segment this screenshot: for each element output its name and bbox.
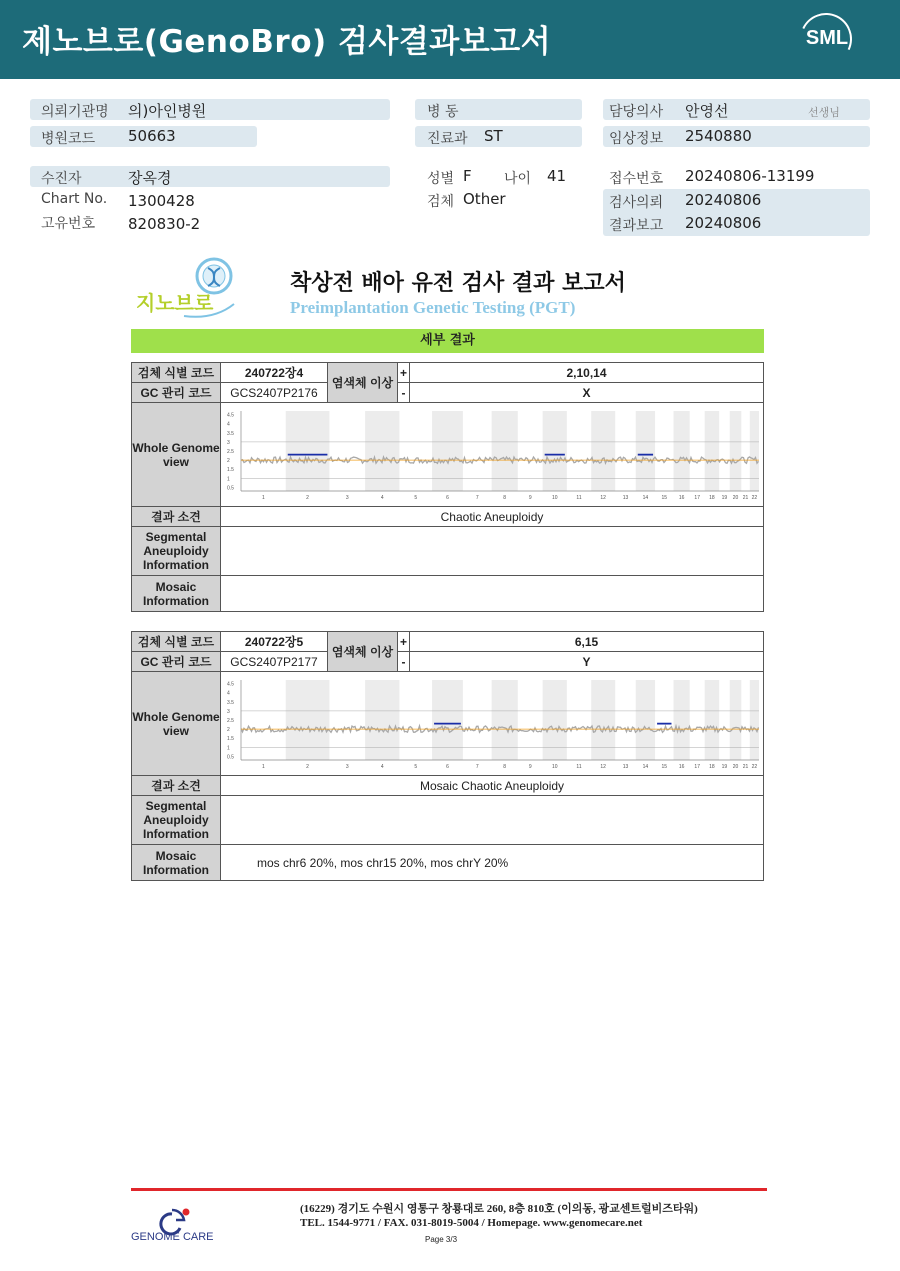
- x-tick-label: 15: [661, 495, 668, 501]
- chromosome-band: [673, 411, 689, 491]
- chromosome-band: [432, 680, 463, 760]
- ward-label: 병 동: [427, 104, 459, 120]
- wgv-label: Whole Genome view: [132, 403, 221, 507]
- patient-label: 수진자: [41, 171, 82, 187]
- wgv-label: Whole Genome view: [132, 672, 221, 776]
- gain-chromosomes: 2,10,14: [410, 363, 764, 383]
- x-tick-label: 7: [475, 495, 479, 501]
- footer-address-block: [300, 1202, 698, 1230]
- x-tick-label: 1: [261, 495, 265, 501]
- x-tick-label: 17: [694, 764, 700, 770]
- y-tick-label: 2.5: [227, 718, 234, 724]
- chromosome-band: [543, 680, 567, 760]
- doctor-suffix: 선생님: [808, 106, 840, 119]
- x-tick-label: 18: [709, 495, 715, 501]
- chromosome-band: [492, 411, 518, 491]
- x-tick-label: 20: [732, 495, 739, 501]
- sample-table: [131, 362, 764, 612]
- x-tick-label: 14: [642, 764, 649, 770]
- id-value: 820830-2: [128, 215, 201, 233]
- genome-care-text: GENOME CARE: [131, 1231, 214, 1243]
- id-label: 고유번호: [41, 216, 96, 232]
- x-tick-label: 2: [306, 495, 309, 501]
- x-tick-label: 14: [642, 495, 649, 501]
- specimen-label: 검체: [427, 194, 455, 210]
- sex-label: 성별: [427, 171, 455, 187]
- clinical-label: 임상정보: [609, 131, 664, 147]
- sample-table: [131, 631, 764, 881]
- y-tick-label: 3: [227, 439, 230, 446]
- x-tick-label: 20: [732, 764, 739, 770]
- sample-code-label: 검체 식별 코드: [132, 632, 221, 652]
- loss-chromosomes: Y: [410, 652, 764, 672]
- x-tick-label: 4: [380, 764, 384, 770]
- genome-care-logo: [128, 1200, 228, 1244]
- chromosome-band: [365, 680, 399, 760]
- whole-genome-plot: [225, 674, 759, 770]
- y-tick-label: 1.5: [227, 467, 234, 474]
- hospital-code-value: 50663: [128, 127, 176, 145]
- segmental-value: [221, 527, 764, 576]
- x-tick-label: 16: [678, 764, 685, 770]
- chromosome-band: [750, 411, 759, 491]
- x-tick-label: 6: [446, 495, 449, 501]
- report-subtitle: Preimplantation Genetic Testing (PGT): [290, 298, 576, 317]
- y-tick-label: 4: [227, 421, 230, 428]
- page-title: 제노브로(GenoBro) 검사결과보고서: [22, 24, 552, 60]
- finding-value: Chaotic Aneuploidy: [221, 507, 764, 527]
- gain-chromosomes: 6,15: [410, 632, 764, 652]
- x-tick-label: 17: [694, 495, 700, 501]
- x-tick-label: 12: [600, 764, 606, 770]
- chromosome-band: [492, 680, 518, 760]
- request-value: 20240806: [685, 191, 762, 209]
- chromosome-band: [432, 411, 463, 491]
- sample-code-value: 240722장5: [221, 632, 328, 652]
- x-tick-label: 8: [503, 764, 507, 770]
- chromosome-band: [673, 680, 689, 760]
- y-tick-label: 2.5: [227, 449, 234, 455]
- y-tick-label: 3: [227, 708, 230, 715]
- finding-value: Mosaic Chaotic Aneuploidy: [221, 776, 764, 796]
- gc-code-label: GC 관리 코드: [132, 652, 221, 672]
- x-tick-label: 11: [576, 495, 582, 501]
- y-tick-label: 0.5: [227, 754, 234, 761]
- minus-sign: -: [398, 383, 410, 403]
- chromosome-band: [636, 411, 655, 491]
- patient-value: 장옥경: [128, 169, 172, 187]
- age-value: 41: [547, 167, 567, 185]
- x-tick-label: 10: [551, 495, 558, 501]
- institution-value: 의)아인병원: [128, 102, 207, 120]
- receipt-label: 접수번호: [609, 171, 664, 187]
- segmental-value: [221, 796, 764, 845]
- specimen-value: Other: [463, 190, 506, 208]
- x-tick-label: 22: [751, 764, 758, 770]
- x-tick-label: 22: [751, 495, 758, 501]
- doctor-value: 안영선: [685, 102, 729, 120]
- sml-logo: [800, 13, 852, 65]
- report-value: 20240806: [685, 214, 762, 232]
- x-tick-label: 12: [600, 495, 606, 501]
- x-tick-label: 15: [661, 764, 668, 770]
- x-tick-label: 10: [551, 764, 558, 770]
- mosaic-label: Mosaic Information: [132, 576, 221, 612]
- footer-contact: TEL. 1544-9771 / FAX. 031-8019-5004 / Homepage. www.genomecare.net: [300, 1217, 643, 1229]
- minus-sign: -: [398, 652, 410, 672]
- chromosome-band: [365, 411, 399, 491]
- x-tick-label: 8: [503, 495, 507, 501]
- y-tick-label: 3.5: [227, 699, 234, 706]
- footer-divider: [131, 1188, 767, 1191]
- x-tick-label: 4: [380, 495, 384, 501]
- gc-code-value: GCS2407P2176: [221, 383, 328, 403]
- request-label: 검사의뢰: [609, 195, 664, 211]
- chromosome-band: [286, 680, 330, 760]
- report-title: 착상전 배아 유전 검사 결과 보고서: [290, 271, 626, 296]
- x-tick-label: 9: [528, 495, 532, 501]
- page-number: Page 3/3: [425, 1235, 458, 1244]
- x-tick-label: 2: [306, 764, 309, 770]
- x-tick-label: 18: [709, 764, 715, 770]
- chromosome-band: [286, 411, 330, 491]
- genobro-logo: [134, 256, 244, 322]
- report-label: 결과보고: [609, 218, 664, 234]
- y-tick-label: 4: [227, 690, 230, 697]
- clinical-value: 2540880: [685, 127, 752, 145]
- chromosome-band: [750, 680, 759, 760]
- y-tick-label: 1: [227, 745, 230, 752]
- mosaic-value: [221, 576, 764, 612]
- dept-value: ST: [484, 127, 503, 145]
- x-tick-label: 21: [742, 495, 749, 501]
- receipt-value: 20240806-13199: [685, 167, 815, 185]
- segmental-label: Segmental Aneuploidy Information: [132, 796, 221, 845]
- genobro-logo-text: 지노브로: [136, 291, 214, 315]
- x-tick-label: 13: [622, 495, 629, 501]
- x-tick-label: 19: [721, 764, 728, 770]
- mosaic-value: mos chr6 20%, mos chr15 20%, mos chrY 20%: [221, 845, 764, 881]
- segmental-label: Segmental Aneuploidy Information: [132, 527, 221, 576]
- chromosome-band: [636, 680, 655, 760]
- finding-label: 결과 소견: [132, 776, 221, 796]
- x-tick-label: 11: [576, 764, 582, 770]
- x-tick-label: 5: [414, 495, 418, 501]
- y-tick-label: 0.5: [227, 485, 234, 492]
- chrom-abn-label: 염색체 이상: [328, 632, 398, 672]
- chromosome-band: [705, 680, 719, 760]
- age-label: 나이: [504, 171, 532, 187]
- y-tick-label: 2: [227, 458, 230, 465]
- hospital-code-label: 병원코드: [41, 131, 96, 147]
- sample-code-label: 검체 식별 코드: [132, 363, 221, 383]
- gc-code-label: GC 관리 코드: [132, 383, 221, 403]
- dept-label: 진료과: [427, 131, 468, 147]
- y-tick-label: 4.5: [227, 681, 234, 688]
- section-detail-results: 세부 결과: [131, 329, 764, 353]
- mosaic-label: Mosaic Information: [132, 845, 221, 881]
- x-tick-label: 9: [528, 764, 532, 770]
- x-tick-label: 3: [345, 764, 349, 770]
- x-tick-label: 6: [446, 764, 449, 770]
- y-tick-label: 4.5: [227, 412, 234, 419]
- chromosome-band: [730, 680, 742, 760]
- chart-label: Chart No.: [41, 191, 108, 207]
- chromosome-band: [730, 411, 742, 491]
- plus-sign: +: [398, 363, 410, 383]
- sml-logo-text: SML: [805, 27, 849, 49]
- chromosome-band: [705, 411, 719, 491]
- x-tick-label: 21: [742, 764, 749, 770]
- x-tick-label: 3: [345, 495, 349, 501]
- sample-code-value: 240722장4: [221, 363, 328, 383]
- x-tick-label: 1: [261, 764, 265, 770]
- x-tick-label: 16: [678, 495, 685, 501]
- y-tick-label: 1.5: [227, 736, 234, 743]
- x-tick-label: 19: [721, 495, 728, 501]
- institution-label: 의뢰기관명: [41, 104, 109, 120]
- chromosome-band: [591, 680, 615, 760]
- footer-address: (16229) 경기도 수원시 영통구 창룡대로 260, 8층 810호 (이의동, 광교센트럴비즈타워): [300, 1203, 698, 1215]
- sex-value: F: [463, 167, 472, 185]
- x-tick-label: 5: [414, 764, 418, 770]
- chromosome-band: [591, 411, 615, 491]
- chart-value: 1300428: [128, 192, 195, 210]
- finding-label: 결과 소견: [132, 507, 221, 527]
- y-tick-label: 1: [227, 476, 230, 483]
- y-tick-label: 2: [227, 727, 230, 734]
- header-bar: [0, 0, 900, 79]
- x-tick-label: 13: [622, 764, 629, 770]
- loss-chromosomes: X: [410, 383, 764, 403]
- gc-code-value: GCS2407P2177: [221, 652, 328, 672]
- chrom-abn-label: 염색체 이상: [328, 363, 398, 403]
- doctor-label: 담당의사: [609, 104, 664, 120]
- x-tick-label: 7: [475, 764, 479, 770]
- y-tick-label: 3.5: [227, 430, 234, 437]
- plus-sign: +: [398, 632, 410, 652]
- whole-genome-plot: [225, 405, 759, 501]
- chromosome-band: [543, 411, 567, 491]
